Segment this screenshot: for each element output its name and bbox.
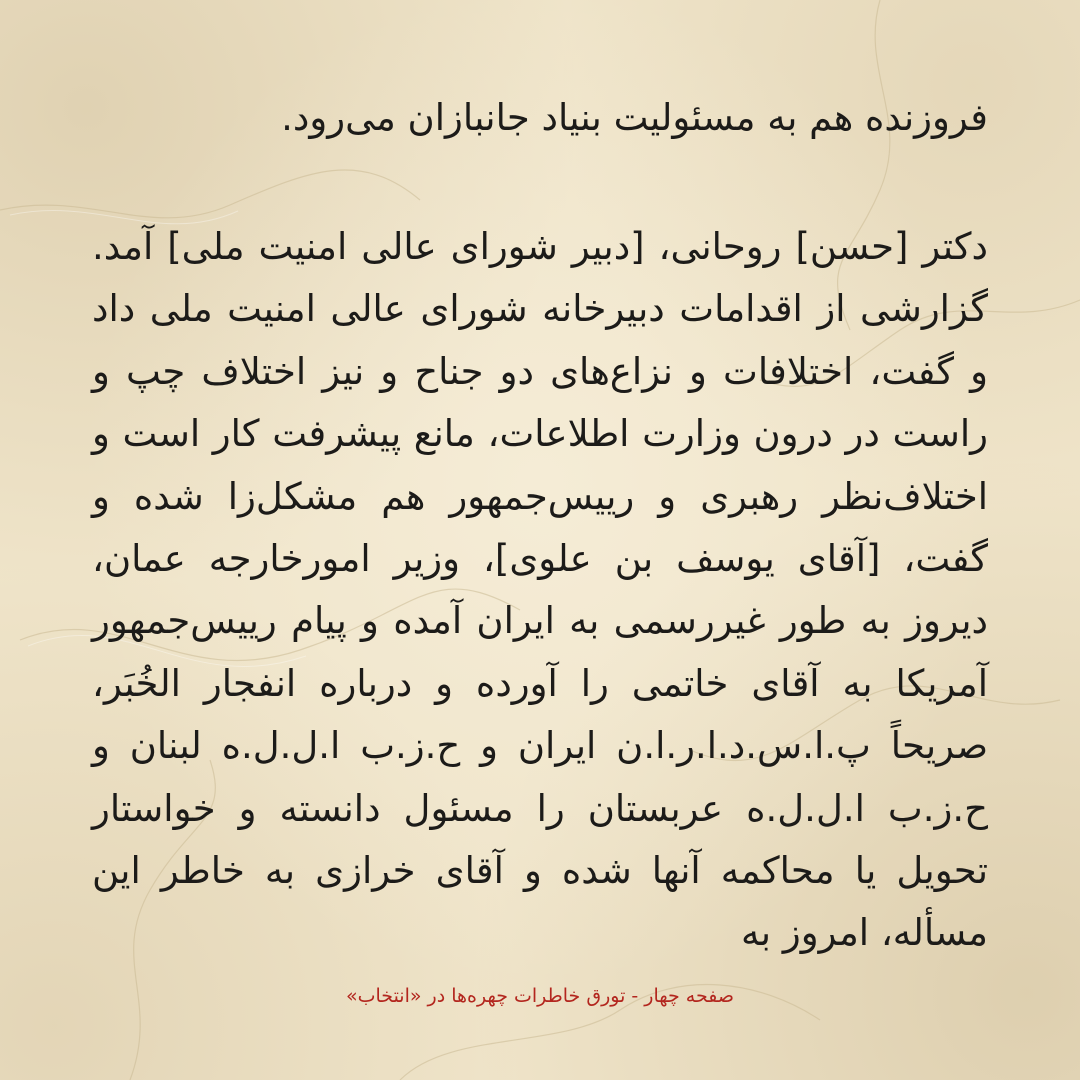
lead-paragraph: فروزنده هم به مسئولیت بنیاد جانبازان می‌رود. xyxy=(281,96,988,139)
source-caption: صفحه چهار - تورق خاطرات چهره‌ها در «انتخاب» xyxy=(346,985,734,1007)
body-paragraph: دکتر [حسن] روحانی، [دبیر شورای عالی امنیت ملی] آمد. گزارشی از اقدامات دبیرخانه شورای عالی امنیت ملی داد و گفت، اختلافات و نزاع‌های دو جناح و نیز اختلاف چپ و راست در درون وزارت اطلاعات، مانع پیشرفت کار است و اختلاف‌نظر رهبری و رییس‌جمهور هم مشکل‌زا شده و گفت، [آقای یوسف بن علوی]، وزیر امورخارجه عمان، دیروز به طور غیررسمی به ایران آمده و پیام رییس‌جمهور آمریکا به آقای خاتمی را آورده و درباره انفجار الخُبَر، صریحاً پ.ا.س.د.ا.ر.ا.ن ایران و ح.ز.ب ا.ل.ل.ه لبنان و ح.ز.ب ا.ل.ل.ه عربستان را مسئول دانسته و خواستار تحویل یا محاکمه آنها شده و آقای خرازی به خاطر این مسأله، امروز به xyxy=(92,225,988,955)
page-text-block xyxy=(92,88,988,1048)
